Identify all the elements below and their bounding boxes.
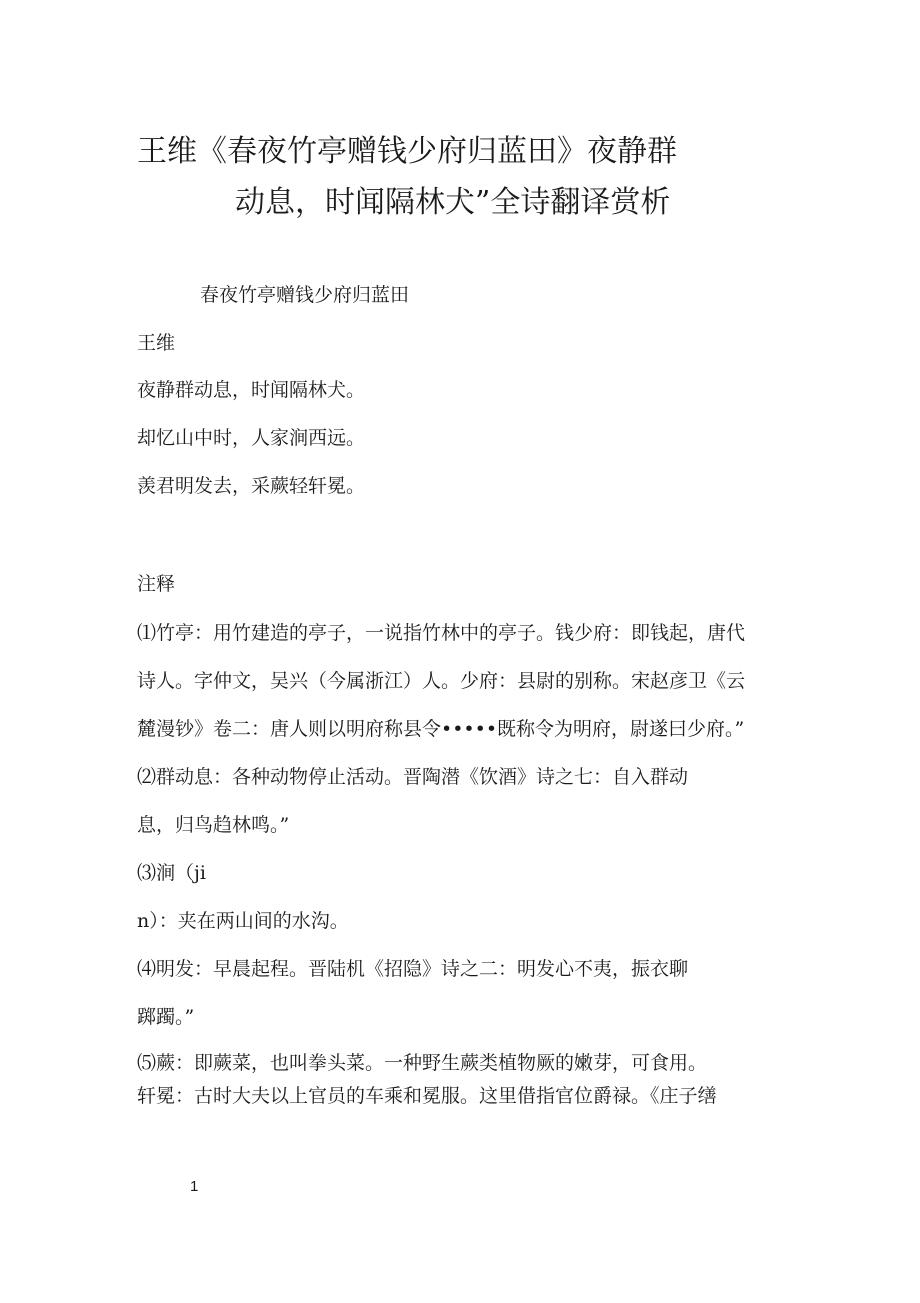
note-line: 轩冕：古时大夫以上官员的车乘和冕服。这里借指官位爵禄。《庄子缮 <box>137 1085 717 1107</box>
poem-author: 王维 <box>137 332 176 354</box>
note-line: ⑷明发：早晨起程。晋陆机《招隐》诗之二：明发心不夷，振衣聊 <box>137 958 689 980</box>
poem-heading: 春夜竹亭赠钱少府归蓝田 <box>200 284 410 306</box>
note-line: ⑵群动息：各种动物停止活动。晋陶潜《饮酒》诗之七：自入群动 <box>137 766 689 788</box>
note-line: 踯躅。” <box>137 1006 195 1028</box>
poem-line: 夜静群动息，时闻隔林犬。 <box>137 379 366 401</box>
poem-line: 却忆山中时，人家涧西远。 <box>137 427 366 449</box>
note-line: 息，归鸟趋林鸣。” <box>137 814 290 836</box>
note-line: ⑶涧（ji <box>137 862 206 884</box>
poem-line: 羡君明发去，采蕨轻轩冕。 <box>137 475 366 497</box>
note-line: ⑴竹亭：用竹建造的亭子，一说指竹林中的亭子。钱少府：即钱起，唐代 <box>137 622 746 644</box>
note-line: 麓漫钞》卷二：唐人则以明府称县令•••••既称令为明府，尉遂曰少府。” <box>137 718 745 740</box>
note-line: n）：夹在两山间的水沟。 <box>137 910 349 932</box>
page-number: 1 <box>190 1178 199 1195</box>
notes-heading: 注释 <box>137 573 176 595</box>
title-line-2: 动息，时闻隔林犬”全诗翻译赏析 <box>235 185 671 220</box>
note-line: 诗人。字仲文，吴兴（今属浙江）人。少府：县尉的别称。宋赵彦卫《云 <box>137 670 746 692</box>
title-line-1: 王维《春夜竹亭赠钱少府归蓝田》夜静群 <box>137 134 677 169</box>
note-line: ⑸蕨：即蕨菜，也叫拳头菜。一种野生蕨类植物厥的嫩芽，可食用。 <box>137 1052 708 1074</box>
